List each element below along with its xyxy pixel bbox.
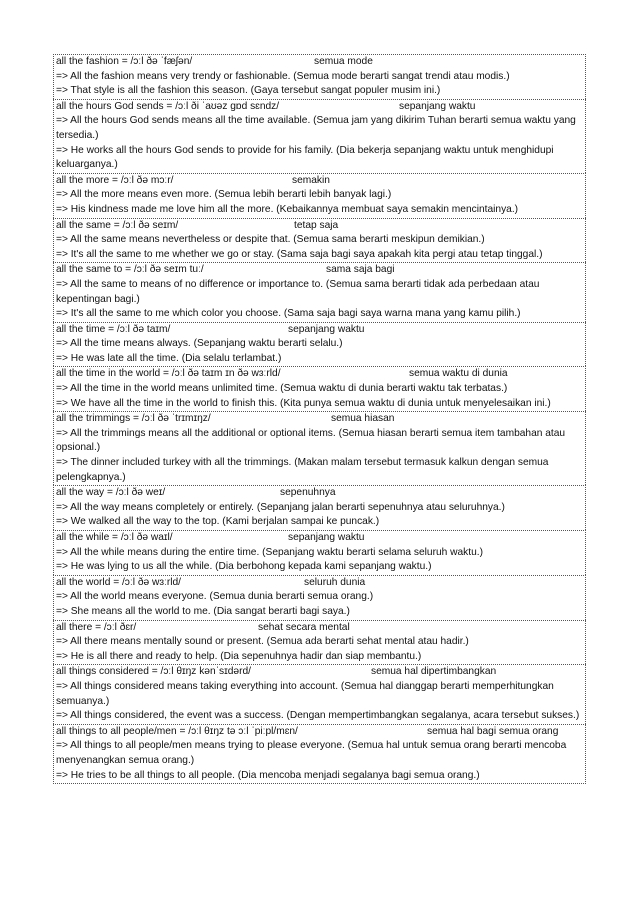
entry-heading: [56, 725, 583, 740]
entry-term: all the fashion = /ɔːl ðə ˈfæʃən/: [56, 56, 193, 67]
entry-definition: => All the time means always. (Sepanjang waktu berarti selalu.): [56, 338, 343, 350]
entry-term: all the same = /ɔːl ðə seɪm/: [56, 219, 179, 231]
entry-term: all things to all people/men = /ɔːl θɪŋz tə ɔːl ˈpiːpl/mɛn/: [56, 725, 298, 737]
entry-meaning: sepanjang waktu: [288, 532, 365, 543]
entry-definition: => All the fashion means very trendy or fashionable. (Semua mode berarti sangat trendi atau modis.): [56, 70, 510, 82]
entry-term: all the trimmings = /ɔːl ðə ˈtrɪmɪŋz/: [56, 413, 211, 425]
entry-definition: => All things considered means taking everything into account. (Semua hal dianggap berarti memperhitungkan semuanya.): [56, 680, 554, 707]
entry-example: => He is all there and ready to help. (Dia sepenuhnya hadir dan siap membantu.): [56, 650, 422, 662]
entry-example: => That style is all the fashion this season. (Gaya tersebut sangat populer musim ini.): [56, 85, 441, 97]
entry-heading: [56, 323, 583, 338]
glossary-document: [53, 54, 586, 784]
glossary-entry: [53, 54, 586, 99]
entry-heading: [56, 100, 583, 115]
entry-term: all the time in the world = /ɔːl ðə taɪm ɪn ðə wɜːrld/: [56, 368, 281, 380]
glossary-entry: [53, 322, 586, 367]
entry-definition: => All the while means during the entire time. (Sepanjang waktu berarti selama seluruh waktu.): [56, 546, 483, 558]
glossary-entry: [53, 411, 586, 485]
entry-heading: [56, 219, 583, 234]
glossary-entry: [53, 485, 586, 530]
entry-example: => He tries to be all things to all people. (Dia mencoba menjadi segalanya bagi semua orang.): [56, 769, 480, 781]
entry-meaning: semua hal bagi semua orang: [427, 725, 559, 737]
entry-term: all the time = /ɔːl ðə taɪm/: [56, 323, 171, 335]
glossary-entry: [53, 620, 586, 665]
glossary-entry: [53, 218, 586, 263]
entry-term: all the hours God sends = /ɔːl ði ˈaʊəz gɒd sɛndz/: [56, 100, 280, 112]
entry-meaning: semua hal dipertimbangkan: [371, 666, 497, 678]
entry-definition: => All the way means completely or entirely. (Sepanjang jalan berarti sepenuhnya atau seluruhnya.): [56, 501, 505, 513]
glossary-entry: [53, 99, 586, 173]
glossary-entry: [53, 664, 586, 723]
entry-example: => We walked all the way to the top. (Kami berjalan sampai ke puncak.): [56, 516, 380, 528]
entry-example: => All things considered, the event was a success. (Dengan mempertimbangkan segalanya, acara tersebut sukses.): [56, 710, 580, 722]
entry-heading: [56, 665, 583, 680]
entry-term: all there = /ɔːl ðɛr/: [56, 621, 137, 633]
entry-meaning: tetap saja: [294, 219, 339, 231]
entry-term: all the while = /ɔːl ðə waɪl/: [56, 532, 173, 543]
entry-meaning: semua hiasan: [331, 413, 395, 425]
entry-example: => We have all the time in the world to finish this. (Kita punya semua waktu di dunia untuk menyelesaikan ini.): [56, 397, 551, 409]
entry-heading: [56, 576, 583, 591]
entry-meaning: sama saja bagi: [326, 264, 395, 276]
entry-meaning: sepanjang waktu: [288, 323, 365, 335]
entry-example: => His kindness made me love him all the more. (Kebaikannya membuat saya semakin mencintainya.): [56, 203, 519, 215]
entry-term: all the same to = /ɔːl ðə seɪm tuː/: [56, 264, 204, 276]
entry-heading: [56, 621, 583, 636]
entry-meaning: semua mode: [314, 56, 373, 67]
entry-heading: [56, 367, 583, 382]
entry-heading: [56, 486, 583, 501]
entry-example: => It's all the same to me whether we go or stay. (Sama saja bagi saya apakah kita pergi atau tetap tinggal.): [56, 248, 543, 260]
entry-example: => He works all the hours God sends to provide for his family. (Dia bekerja sepanjang waktu untuk menghidupi keluarganya.): [56, 144, 554, 171]
entry-heading: [56, 531, 583, 546]
entry-meaning: semua waktu di dunia: [409, 368, 508, 380]
entry-definition: => All there means mentally sound or present. (Semua ada berarti sehat mental atau hadir.): [56, 636, 469, 648]
glossary-entry: [53, 724, 586, 784]
entry-example: => The dinner included turkey with all the trimmings. (Makan malam tersebut termasuk kalkun dengan semua pelengkapnya.): [56, 457, 549, 483]
entry-term: all the way = /ɔːl ðə weɪ/: [56, 487, 166, 499]
glossary-entry: [53, 262, 586, 321]
entry-definition: => All the trimmings means all the additional or optional items. (Semua hiasan berarti semua item tambahan atau opsional.): [56, 427, 566, 454]
entry-definition: => All the more means even more. (Semua lebih berarti lebih banyak lagi.): [56, 189, 392, 201]
glossary-entry: [53, 530, 586, 575]
entry-meaning: sepenuhnya: [280, 487, 336, 499]
entry-heading: [56, 263, 583, 278]
entry-definition: => All the same means nevertheless or despite that. (Semua sama berarti meskipun demikian.): [56, 234, 485, 246]
glossary-entry: [53, 173, 586, 218]
entry-term: all things considered = /ɔːl θɪŋz kənˈsɪdərd/: [56, 666, 251, 678]
entry-example: => He was late all the time. (Dia selalu terlambat.): [56, 352, 282, 364]
entry-meaning: sehat secara mental: [258, 621, 350, 633]
entry-heading: [56, 174, 583, 189]
entry-example: => It's all the same to me which color you choose. (Sama saja bagi saya warna mana yang kamu pilih.): [56, 308, 521, 320]
entry-definition: => All things to all people/men means trying to please everyone. (Semua hal untuk semua orang berarti mencoba menyenangkan semua orang.): [56, 740, 567, 766]
entry-heading: [56, 412, 583, 427]
entry-example: => She means all the world to me. (Dia sangat berarti bagi saya.): [56, 605, 350, 617]
entry-heading: [56, 55, 583, 70]
entry-meaning: seluruh dunia: [304, 576, 366, 588]
entry-definition: => All the same to means of no difference or importance to. (Semua sama berarti tidak ada perbedaan atau kepentingan bagi.): [56, 278, 540, 305]
entry-meaning: semakin: [292, 174, 330, 186]
entry-term: all the more = /ɔːl ðə mɔːr/: [56, 174, 174, 186]
entry-term: all the world = /ɔːl ðə wɜːrld/: [56, 576, 181, 588]
entry-definition: => All the world means everyone. (Semua dunia berarti semua orang.): [56, 591, 374, 603]
entry-example: => He was lying to us all the while. (Dia berbohong kepada kami sepanjang waktu.): [56, 561, 432, 573]
glossary-entry: [53, 575, 586, 620]
entry-definition: => All the time in the world means unlimited time. (Semua waktu di dunia berarti waktu tak terbatas.): [56, 383, 508, 395]
entry-definition: => All the hours God sends means all the time available. (Semua jam yang dikirim Tuhan berarti semua waktu yang tersedia.): [56, 115, 576, 141]
glossary-entry: [53, 366, 586, 411]
entry-meaning: sepanjang waktu: [399, 100, 476, 112]
